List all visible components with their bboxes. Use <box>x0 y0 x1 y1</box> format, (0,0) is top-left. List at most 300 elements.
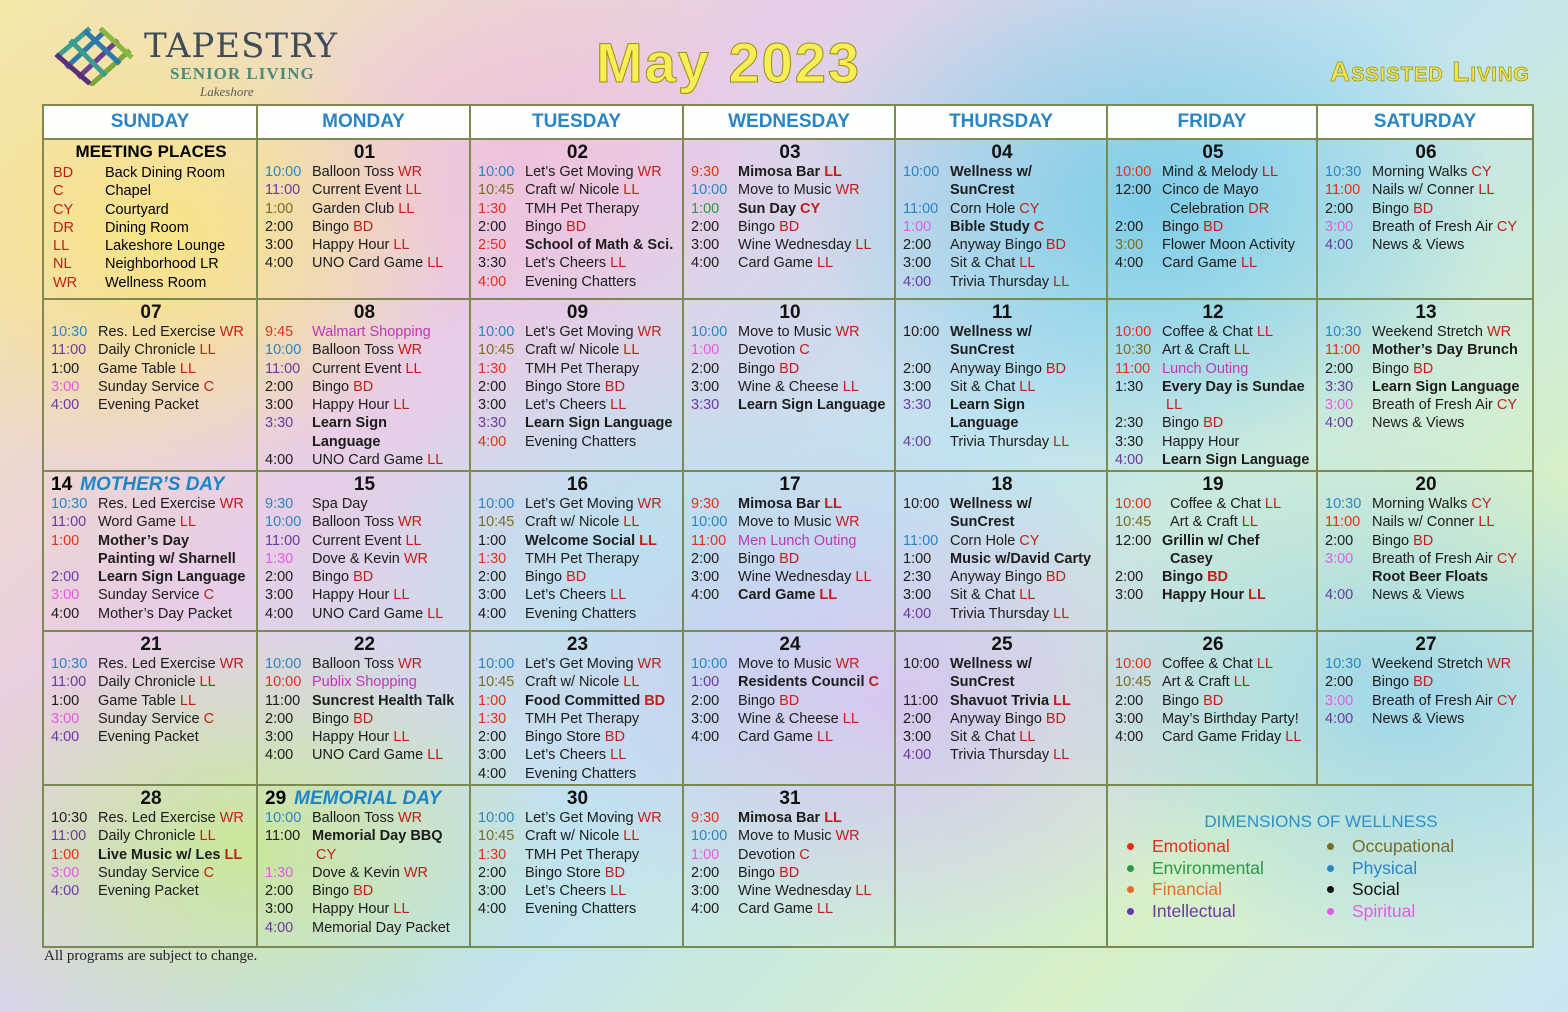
care-level-title: Assisted Living <box>1329 56 1530 87</box>
event-title <box>738 809 889 827</box>
day-cell <box>1317 299 1533 471</box>
wellness-label: Spiritual <box>1352 900 1416 921</box>
event-title <box>98 605 251 623</box>
event-time: 4:00 <box>691 587 720 604</box>
event-title <box>312 236 464 254</box>
event-title <box>738 341 889 359</box>
event-item <box>1115 568 1311 586</box>
event-item <box>1325 378 1527 396</box>
event-location: CY <box>1496 550 1518 567</box>
event-title <box>525 236 677 254</box>
event-time: 1:30 <box>478 710 507 727</box>
event-item <box>1115 655 1311 673</box>
event-item <box>903 513 1101 531</box>
event-title <box>950 396 1101 414</box>
holiday-label: MEMORIAL DAY <box>294 788 442 809</box>
event-time: 1:00 <box>51 692 80 709</box>
event-item <box>691 495 889 513</box>
event-time: 2:00 <box>903 360 932 377</box>
event-time: 3:00 <box>691 378 720 395</box>
event-location: LL <box>393 587 410 604</box>
empty-day-cell <box>895 785 1107 947</box>
event-time: 10:30 <box>51 324 88 340</box>
event-item <box>1325 200 1527 218</box>
event-time: 10:00 <box>1115 324 1152 340</box>
event-time: 12:00 <box>1115 182 1152 199</box>
meeting-place-item <box>51 237 251 255</box>
event-name: Anyway Bingo <box>950 569 1042 586</box>
event-time: 3:00 <box>51 710 80 727</box>
event-name: Craft w/ Nicole <box>525 674 620 691</box>
event-title <box>312 378 464 396</box>
event-item <box>691 673 889 691</box>
event-location: LL <box>610 587 627 604</box>
event-location: WR <box>219 810 244 826</box>
event-name: Trivia Thursday <box>950 433 1050 450</box>
event-location: BD <box>353 883 374 900</box>
event-name: News & Views <box>1372 237 1465 254</box>
event-name: Wine & Cheese <box>738 710 839 727</box>
event-name: Mimosa Bar <box>738 496 821 512</box>
event-item <box>903 692 1101 710</box>
event-time: 3:00 <box>691 569 720 586</box>
event-name: Grillin w/ Chef <box>1162 532 1260 549</box>
event-time: 3:00 <box>903 729 932 746</box>
event-title <box>1372 495 1527 513</box>
event-name: Let’s Cheers <box>525 747 607 764</box>
event-title <box>98 655 251 673</box>
event-title <box>312 728 464 746</box>
event-item <box>1325 495 1527 513</box>
event-title <box>98 809 251 827</box>
event-title <box>1372 692 1527 710</box>
event-title <box>312 414 464 432</box>
event-title <box>738 568 889 586</box>
event-location: LL <box>824 810 842 826</box>
event-title <box>525 746 677 764</box>
event-name: Root Beer Floats <box>1372 569 1489 586</box>
event-item <box>478 254 677 272</box>
event-location: LL <box>199 674 216 691</box>
meeting-place-code: LL <box>53 238 70 255</box>
event-title <box>1372 513 1527 531</box>
event-title <box>312 550 464 568</box>
event-item <box>478 378 677 396</box>
day-cell <box>683 785 895 947</box>
event-item <box>1115 163 1311 181</box>
day-cell <box>257 785 470 947</box>
event-time: 10:00 <box>265 810 302 826</box>
event-item <box>1325 655 1527 673</box>
event-name: Memorial Day Packet <box>312 919 450 936</box>
event-time: 10:30 <box>51 810 88 826</box>
event-title <box>1162 710 1311 728</box>
event-location: LL <box>1019 255 1036 272</box>
event-name: Bingo <box>1372 674 1410 691</box>
event-item <box>691 378 889 396</box>
event-title <box>950 673 1101 691</box>
event-time: 3:00 <box>903 378 932 395</box>
event-item <box>51 605 251 623</box>
event-item <box>51 396 251 414</box>
event-time: 1:00 <box>478 532 507 549</box>
event-name: SunCrest <box>950 342 1015 359</box>
event-title <box>312 433 464 451</box>
event-location: WR <box>835 324 860 340</box>
event-title <box>950 433 1101 451</box>
event-location: WR <box>637 656 662 672</box>
event-title <box>98 360 251 378</box>
event-name: Balloon Toss <box>312 164 394 180</box>
event-location: BD <box>1045 360 1067 377</box>
event-name: Balloon Toss <box>312 342 394 359</box>
event-name: Men Lunch Outing <box>738 532 857 549</box>
event-location: LL <box>224 846 243 863</box>
event-time: 4:00 <box>691 729 720 746</box>
event-title <box>1372 378 1527 396</box>
event-location: LL <box>179 360 197 377</box>
day-number: 26 <box>1202 634 1224 655</box>
event-time: 3:00 <box>903 255 932 272</box>
event-item <box>265 396 464 414</box>
event-item <box>478 655 677 673</box>
event-name: Learn Sign Language <box>738 397 886 414</box>
event-item <box>478 586 677 604</box>
event-location: LL <box>1264 496 1282 512</box>
calendar-body <box>43 139 1533 947</box>
event-location: LL <box>405 532 422 549</box>
event-name: Mother’s Day Brunch <box>1372 342 1518 359</box>
event-time: 9:30 <box>265 496 294 512</box>
event-title <box>950 586 1101 604</box>
event-item <box>1325 586 1527 604</box>
event-name: Let’s Get Moving <box>525 656 634 672</box>
event-name: Let’s Cheers <box>525 397 607 414</box>
event-item <box>478 809 677 827</box>
event-name: Happy Hour <box>1162 433 1240 450</box>
event-item <box>903 532 1101 550</box>
event-item <box>691 568 889 586</box>
event-title <box>950 532 1101 550</box>
event-title <box>312 846 464 864</box>
event-time: 3:00 <box>51 378 80 395</box>
event-time: 3:00 <box>265 587 294 604</box>
event-item <box>1115 200 1311 218</box>
event-name: Celebration <box>1162 200 1245 217</box>
event-item <box>265 360 464 378</box>
event-location: LL <box>1019 378 1036 395</box>
week-row <box>43 471 1533 631</box>
meeting-place-name: Lakeshore Lounge <box>105 238 226 255</box>
event-name: Wine Wednesday <box>738 883 852 900</box>
event-item <box>903 181 1101 199</box>
event-title <box>525 532 677 550</box>
event-item <box>1115 378 1311 396</box>
event-item <box>51 513 251 531</box>
day-cell <box>470 631 683 785</box>
event-time: 10:30 <box>1325 496 1362 512</box>
event-name: Evening Chatters <box>525 901 637 918</box>
event-title <box>738 236 889 254</box>
event-item <box>51 341 251 359</box>
event-name: Every Day is Sundae <box>1162 378 1305 395</box>
day-number: 04 <box>991 142 1013 163</box>
event-location: BD <box>353 710 374 727</box>
meeting-place-name: Dining Room <box>105 219 189 236</box>
event-location: LL <box>393 729 410 746</box>
event-location: BD <box>353 218 374 235</box>
day-number: 31 <box>779 788 801 809</box>
event-title <box>738 513 889 531</box>
event-item <box>691 181 889 199</box>
event-time: 4:00 <box>1115 255 1144 272</box>
event-location: WR <box>1486 324 1512 340</box>
weekday-thursday: THURSDAY <box>895 105 1107 139</box>
event-time: 10:45 <box>478 182 515 199</box>
event-name: Casey <box>1162 550 1213 567</box>
event-name: Game Table <box>98 360 176 377</box>
event-name: Sit & Chat <box>950 587 1016 604</box>
event-name: Coffee & Chat <box>1162 496 1261 512</box>
event-location: LL <box>819 587 838 604</box>
event-name: Bingo <box>738 218 776 235</box>
event-time: 4:00 <box>691 255 720 272</box>
event-title <box>738 532 889 550</box>
event-item <box>691 360 889 378</box>
event-name: Evening Chatters <box>525 433 637 450</box>
weekday-friday: FRIDAY <box>1107 105 1317 139</box>
event-title <box>738 586 889 604</box>
day-number: 19 <box>1202 474 1224 495</box>
event-time: 3:00 <box>1115 587 1144 604</box>
event-time: 3:00 <box>265 729 294 746</box>
event-name: Let’s Cheers <box>525 255 607 272</box>
event-time: 4:00 <box>51 605 80 622</box>
event-title <box>98 550 251 568</box>
event-time: 3:00 <box>1115 710 1144 727</box>
event-title <box>98 568 251 586</box>
event-name: Bingo <box>525 218 563 235</box>
event-name: Word Game <box>98 514 176 531</box>
event-location: WR <box>403 550 429 567</box>
event-name: Bingo <box>312 378 350 395</box>
event-title <box>738 396 889 414</box>
event-time: 10:00 <box>903 164 940 180</box>
wellness-label: Social <box>1352 879 1400 899</box>
event-location: C <box>799 342 810 359</box>
event-time: 2:00 <box>691 360 720 377</box>
event-name: Craft w/ Nicole <box>525 342 620 359</box>
event-name: Live Music w/ Les <box>98 846 221 863</box>
bullet-dot-icon <box>1127 843 1134 850</box>
event-time: 4:00 <box>51 729 80 746</box>
event-name: Sit & Chat <box>950 378 1016 395</box>
event-title <box>1162 254 1311 272</box>
event-item <box>1325 236 1527 254</box>
event-item <box>1325 513 1527 531</box>
event-time: 10:00 <box>691 828 728 845</box>
event-name: TMH Pet Therapy <box>525 360 640 377</box>
event-name: Trivia Thursday <box>950 747 1050 764</box>
event-name: Bingo <box>312 218 350 235</box>
event-title <box>950 568 1101 586</box>
event-item <box>265 495 464 513</box>
event-name: Breath of Fresh Air <box>1372 550 1493 567</box>
event-title <box>312 710 464 728</box>
event-item <box>51 827 251 845</box>
day-number: 25 <box>991 634 1013 655</box>
event-time: 3:30 <box>1115 433 1144 450</box>
event-title <box>950 655 1101 673</box>
event-name: News & Views <box>1372 587 1465 604</box>
event-time: 1:30 <box>478 360 507 377</box>
event-item <box>1325 181 1527 199</box>
event-time: 10:30 <box>51 496 88 512</box>
event-location: BD <box>353 569 374 586</box>
event-item <box>51 864 251 882</box>
event-time: 11:00 <box>1325 182 1361 199</box>
event-name: Move to Music <box>738 656 832 672</box>
event-time: 4:00 <box>903 433 932 450</box>
weekday-sunday: SUNDAY <box>43 105 257 139</box>
bullet-dot-icon <box>1327 886 1334 893</box>
event-item <box>265 673 464 691</box>
day-number: 14 <box>51 474 73 495</box>
event-item <box>265 513 464 531</box>
event-location: LL <box>816 255 834 272</box>
event-time: 10:45 <box>1115 514 1152 531</box>
event-name: Current Event <box>312 532 402 549</box>
weekday-wednesday: WEDNESDAY <box>683 105 895 139</box>
event-item <box>1115 532 1311 550</box>
event-time: 1:30 <box>478 846 507 863</box>
event-location: BD <box>566 569 587 586</box>
event-time: 11:00 <box>1325 342 1361 359</box>
event-item <box>265 200 464 218</box>
event-title <box>1162 495 1311 513</box>
event-time: 2:00 <box>903 710 932 727</box>
event-item <box>691 710 889 728</box>
wellness-label: Physical <box>1352 857 1418 878</box>
event-location: BD <box>566 218 587 235</box>
event-title <box>950 495 1101 513</box>
event-time: 3:30 <box>903 397 932 414</box>
event-location: BD <box>1045 237 1067 254</box>
event-time: 10:00 <box>1115 164 1152 180</box>
event-name: Wellness w/ <box>950 656 1032 672</box>
event-item <box>903 673 1101 691</box>
event-time: 1:00 <box>691 342 720 359</box>
event-time: 3:00 <box>903 587 932 604</box>
event-time: 2:00 <box>691 692 720 709</box>
event-name: Cinco de Mayo <box>1162 182 1259 199</box>
event-name: Current Event <box>312 182 402 199</box>
event-location: LL <box>393 237 410 254</box>
meeting-place-code: BD <box>53 165 74 181</box>
event-location: BD <box>644 692 666 709</box>
event-item <box>265 846 464 864</box>
event-item <box>903 414 1101 432</box>
meeting-place-item <box>51 201 251 219</box>
event-time: 3:00 <box>478 397 507 414</box>
event-time: 10:00 <box>265 656 302 672</box>
event-title <box>1372 218 1527 236</box>
meeting-place-name: Wellness Room <box>105 274 207 291</box>
event-location: BD <box>1413 532 1434 549</box>
day-number: 08 <box>353 302 376 323</box>
event-title <box>525 710 677 728</box>
event-item <box>691 882 889 900</box>
event-item <box>903 396 1101 414</box>
event-title <box>525 692 677 710</box>
event-time: 1:30 <box>265 864 294 881</box>
event-time: 1:00 <box>265 200 294 217</box>
event-time: 3:00 <box>1115 237 1144 254</box>
event-time: 10:30 <box>1325 324 1362 340</box>
event-name: Let’s Get Moving <box>525 496 634 512</box>
event-time: 10:00 <box>265 514 302 531</box>
event-name: Happy Hour <box>1162 587 1245 604</box>
event-name: Learn Sign Language <box>1162 452 1310 469</box>
event-time: 3:30 <box>1325 378 1354 395</box>
event-location: LL <box>610 747 627 764</box>
meeting-places-title: MEETING PLACES <box>75 142 227 161</box>
event-location: LL <box>623 828 640 845</box>
event-time: 4:00 <box>478 605 507 622</box>
event-item <box>903 200 1101 218</box>
event-time: 3:30 <box>478 255 507 272</box>
event-item <box>478 360 677 378</box>
event-title <box>525 586 677 604</box>
event-title <box>98 728 251 746</box>
day-number: 07 <box>140 302 162 323</box>
event-name: SunCrest <box>950 182 1015 199</box>
event-name: Let’s Get Moving <box>525 164 634 180</box>
event-time: 10:30 <box>1325 164 1362 180</box>
event-name: Nails w/ Conner <box>1372 182 1475 199</box>
event-title <box>950 181 1101 199</box>
event-item <box>265 568 464 586</box>
event-name: Morning Walks <box>1372 164 1468 180</box>
event-location: LL <box>1019 729 1036 746</box>
event-title <box>1162 378 1311 396</box>
event-time: 4:00 <box>1115 729 1144 746</box>
event-title <box>738 360 889 378</box>
event-name: Sit & Chat <box>950 255 1016 272</box>
event-name: Welcome Social <box>525 532 636 549</box>
weekday-saturday: SATURDAY <box>1317 105 1533 139</box>
event-title <box>312 181 464 199</box>
event-title <box>525 273 677 291</box>
event-title <box>312 495 464 513</box>
event-item <box>1115 710 1311 728</box>
event-location: BD <box>1045 710 1067 727</box>
event-location: C <box>203 378 215 395</box>
event-title <box>525 550 677 568</box>
bullet-dot-icon <box>1127 865 1134 872</box>
event-time: 1:00 <box>51 360 80 377</box>
event-time: 2:00 <box>265 569 294 586</box>
event-location: WR <box>637 324 662 340</box>
event-title <box>312 200 464 218</box>
event-name: Card Game <box>738 901 813 918</box>
event-item <box>51 809 251 827</box>
event-location: LL <box>623 342 640 359</box>
event-time: 1:00 <box>51 846 80 863</box>
event-name: Card Game <box>738 255 813 272</box>
event-title <box>1372 655 1527 673</box>
event-name: TMH Pet Therapy <box>525 200 640 217</box>
